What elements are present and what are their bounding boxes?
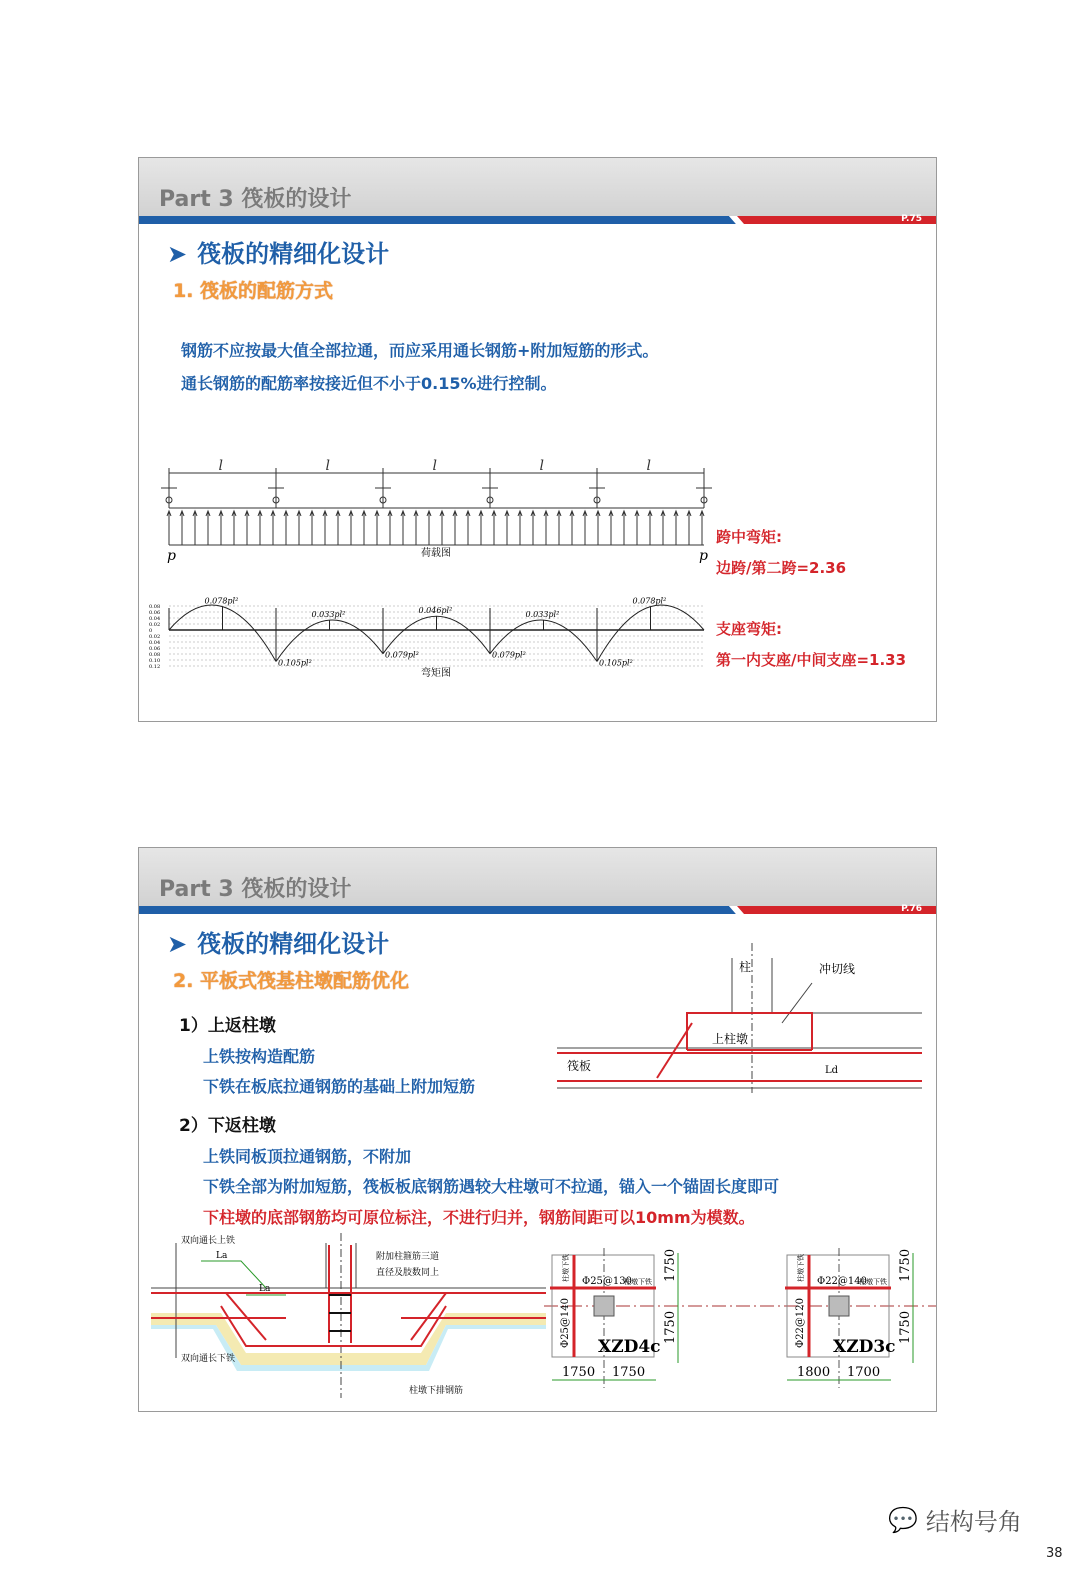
dim-y: 1750 <box>898 1248 913 1282</box>
support-moment-label: 0.105pl² <box>599 658 633 668</box>
load-caption: 荷载图 <box>421 548 451 559</box>
lower-pier-section <box>151 1233 546 1398</box>
subheading: 1. 筏板的配筋方式 <box>173 280 334 302</box>
dim-y: 1750 <box>898 1310 913 1344</box>
slide-header <box>139 848 936 906</box>
support-icon <box>375 468 391 508</box>
span-moment-label: 0.078pl² <box>204 596 239 606</box>
section-heading: ➤ 筏板的精细化设计 <box>167 240 390 268</box>
label-punch-line: 冲切线 <box>819 962 856 976</box>
label-stirrup2: 直径及肢数同上 <box>376 1268 440 1278</box>
label-la: La <box>259 1284 271 1294</box>
label-bottom-steel: 双向通长下铁 <box>181 1354 236 1364</box>
h-bar-label: Φ22@140 <box>817 1276 868 1287</box>
axis-tick: 0.06 <box>149 610 161 616</box>
span-label: l <box>539 458 544 474</box>
header-stripe <box>139 216 936 224</box>
pier-name: XZD4c <box>598 1337 661 1357</box>
moment-diagram <box>149 597 704 670</box>
text-line: 通长钢筋的配筋率按接近但不小于0.15%进行控制。 <box>181 374 557 393</box>
label-stirrup: 附加柱箍筋三道 <box>376 1252 440 1262</box>
section-heading: ➤ 筏板的精细化设计 <box>167 930 390 958</box>
text-line: 下铁全部为附加短筋，筏板板底钢筋遇较大柱墩可不拉通，锚入一个锚固长度即可 <box>203 1177 780 1196</box>
text-line: 上铁同板顶拉通钢筋，不附加 <box>203 1147 412 1166</box>
support-moment-label: 0.105pl² <box>278 658 312 668</box>
support-icon <box>482 468 498 508</box>
span-moment-label: 0.033pl² <box>525 610 560 620</box>
axis-tick: 0.06 <box>149 646 161 652</box>
support-moment-label: 0.079pl² <box>385 650 419 660</box>
dim-y: 1750 <box>663 1310 678 1344</box>
text-line: 下铁在板底拉通钢筋的基础上附加短筋 <box>203 1077 476 1096</box>
axis-tick: 0.08 <box>149 604 161 610</box>
moment-caption: 弯矩图 <box>421 668 451 679</box>
tag-label: 柱墩下铁 <box>624 1278 652 1286</box>
label-ld: Ld <box>825 1065 839 1076</box>
note-title: 跨中弯矩: <box>716 528 782 546</box>
text-line-red: 下柱墩的底部钢筋均可原位标注，不进行归并，钢筋间距可以10mm为模数。 <box>203 1208 755 1227</box>
section-title: 1）上返柱墩 <box>179 1016 276 1036</box>
upper-pier-diagram <box>557 943 927 1093</box>
span-moment-label: 0.033pl² <box>311 610 346 620</box>
axis-tick: 0 <box>149 628 153 634</box>
support-icon <box>696 468 712 508</box>
header-title: Part 3 筏板的设计 <box>159 877 352 902</box>
axis-tick: 0.02 <box>149 634 161 640</box>
axis-tick: 0.04 <box>149 640 161 646</box>
beam-diagrams <box>149 458 719 688</box>
span-label: l <box>646 458 651 474</box>
support-icon <box>161 468 177 508</box>
tag-label: 柱墩下铁 <box>859 1278 887 1286</box>
text-line: 钢筋不应按最大值全部拉通，而应采用通长钢筋+附加短筋的形式。 <box>181 341 659 360</box>
column-square <box>829 1296 849 1316</box>
dim-y: 1750 <box>663 1248 678 1282</box>
page-label: P.76 <box>901 904 922 914</box>
pier-plan-XZD4c <box>550 1248 678 1388</box>
dim-x: 1750 <box>562 1365 596 1380</box>
page-number: 38 <box>1046 1546 1063 1561</box>
dim-x: 1700 <box>847 1365 881 1380</box>
label-la: La <box>216 1251 228 1261</box>
load-label: p <box>167 548 176 564</box>
wechat-icon: 💬 <box>888 1505 918 1534</box>
axis-tick: 0.10 <box>149 658 161 664</box>
slide-p75 <box>138 157 937 722</box>
slide-header <box>139 158 936 216</box>
tag-label: 柱墩下铁 <box>797 1254 805 1282</box>
pier-name: XZD3c <box>833 1337 896 1357</box>
v-bar-label: Φ25@140 <box>560 1297 571 1348</box>
label-pier: 上柱墩 <box>712 1032 749 1046</box>
note-value: 第一内支座/中间支座=1.33 <box>716 651 907 669</box>
support-moment-label: 0.079pl² <box>492 650 526 660</box>
support-icon <box>589 468 605 508</box>
label-column: 柱 <box>739 960 752 974</box>
label-raft: 筏板 <box>567 1059 592 1073</box>
axis-tick: 0.04 <box>149 616 161 622</box>
arrow-icon: ➤ <box>167 240 188 268</box>
span-label: l <box>218 458 223 474</box>
column-square <box>594 1296 614 1316</box>
pier-plan-XZD3c <box>785 1248 913 1388</box>
label-pier-bottom: 柱墩下排钢筋 <box>409 1386 464 1396</box>
pier-plans <box>544 1248 936 1393</box>
page-label: P.75 <box>901 214 922 224</box>
axis-tick: 0.12 <box>149 664 161 670</box>
axis-tick: 0.08 <box>149 652 161 658</box>
header-stripe <box>139 906 936 914</box>
subheading: 2. 平板式筏基柱墩配筋优化 <box>173 970 410 992</box>
slide-p76 <box>138 847 937 1412</box>
support-icon <box>268 468 284 508</box>
load-diagram <box>161 468 712 545</box>
h-bar-label: Φ25@130 <box>582 1276 633 1287</box>
section-title: 2）下返柱墩 <box>179 1116 276 1136</box>
span-moment-label: 0.078pl² <box>632 596 667 606</box>
load-label: p <box>699 548 708 564</box>
label-top-steel: 双向通长上铁 <box>181 1236 236 1246</box>
dim-x: 1750 <box>612 1365 646 1380</box>
text-line: 上铁按构造配筋 <box>203 1047 316 1066</box>
note-title: 支座弯矩: <box>716 620 782 638</box>
dim-x: 1800 <box>797 1365 831 1380</box>
watermark: 💬 结构号角 <box>888 1505 1022 1536</box>
axis-tick: 0.02 <box>149 622 161 628</box>
note-value: 边跨/第二跨=2.36 <box>716 559 847 577</box>
span-moment-label: 0.046pl² <box>418 606 453 616</box>
tag-label: 柱墩下铁 <box>562 1254 570 1282</box>
span-label: l <box>325 458 330 474</box>
arrow-icon: ➤ <box>167 930 188 958</box>
span-label: l <box>432 458 437 474</box>
v-bar-label: Φ22@120 <box>795 1297 806 1348</box>
header-title: Part 3 筏板的设计 <box>159 187 352 212</box>
